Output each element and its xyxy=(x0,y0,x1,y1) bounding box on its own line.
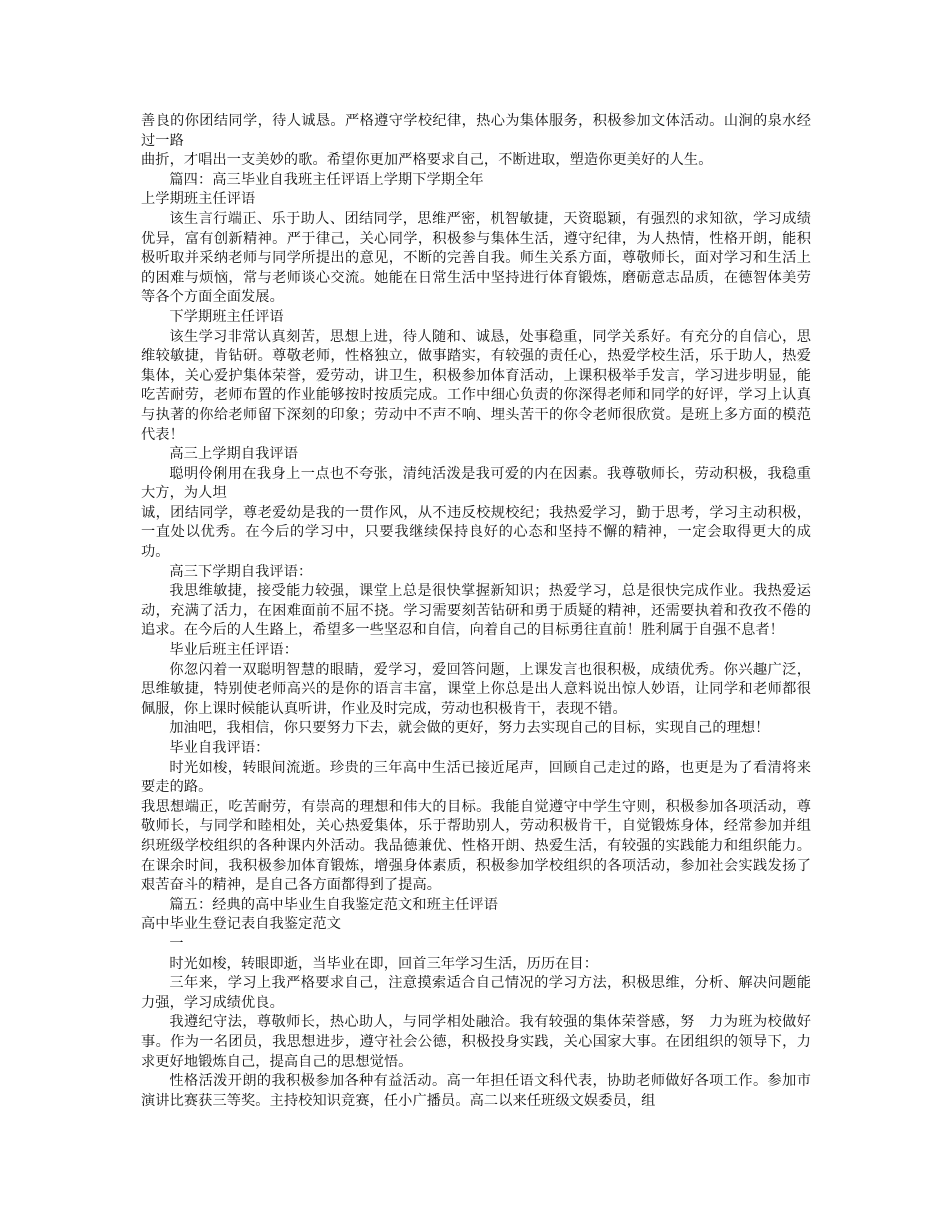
paragraph: 该生学习非常认真刻苦，思想上进，待人随和、诚恳，处事稳重，同学关系好。有充分的自信心，思维较敏捷，肯钻研。尊敬老师，性格独立，做事踏实，有较强的责任心，热爱学校生活，乐于助人，热爱集体，关心爱护集体荣誉，爱劳动，讲卫生，积极参加体育活动，上课积极举手发言，学习进步明显，能吃苦耐劳，老师布置的作业能够按时按质完成。工作中细心负责的你深得老师和同学的好评，学习上认真与执著的你给老师留下深刻的印象；劳动中不声不响、埋头苦干的你令老师很欣赏。是班上多方面的模范代表！ xyxy=(141,328,811,443)
paragraph: 该生言行端正、乐于助人、团结同学，思维严密，机智敏捷，天资聪颖，有强烈的求知欲，学习成绩优异，富有创新精神。严于律己，关心同学，积极参与集体生活，遵守纪律，为人热情，性格开朗，能积极听取并采纳老师与同学所提出的意见，不断的完善自我。师生关系方面，尊敬师长，面对学习和生活上的困难与烦恼，常与老师谈心交流。她能在日常生活中坚持进行体育锻炼，磨砺意志品质，在德智体美劳等各个方面全面发展。 xyxy=(141,210,811,306)
paragraph: 善良的你团结同学，待人诚恳。严格遵守学校纪律，热心为集体服务，积极参加文体活动。山涧的泉水经过一路 xyxy=(141,113,811,149)
subheading: 上学期班主任评语 xyxy=(141,191,256,208)
document-body xyxy=(141,112,811,1111)
paragraph: 我思想端正，吃苦耐劳，有崇高的理想和伟大的目标。我能自觉遵守中学生守则，积极参加各项活动，尊敬师长，与同学和睦相处，关心热爱集体，乐于帮助别人，劳动积极肯干，自觉锻炼身体，经常参加并组织班级学校组织的各种课内外活动。我品德兼优、性格开朗、热爱生活，有较强的实践能力和组织能力。在课余时间，我积极参加体育锻炼，增强身体素质，积极参加学校组织的各项活动，参加社会实践发扬了艰苦奋斗的精神，是自己各方面都得到了提高。 xyxy=(141,798,811,894)
subheading: 毕业后班主任评语： xyxy=(169,642,298,659)
paragraph: 曲折，才唱出一支美妙的歌。希望你更加严格要求自己，不断进取，塑造你更美好的人生。 xyxy=(141,152,713,169)
subheading: 下学期班主任评语 xyxy=(169,308,284,325)
subheading: 高中毕业生登记表自我鉴定范文 xyxy=(141,916,342,933)
paragraph: 你忽闪着一双聪明智慧的眼睛，爱学习，爱回答问题，上课发言也很积极，成绩优秀。你兴趣广泛，思维敏捷，特别使老师高兴的是你的语言丰富，课堂上你总是出人意料说出惊人妙语，让同学和老师都很佩服，你上课时候能认真听讲，作业及时完成，劳动也积极肯干，表现不错。 xyxy=(141,661,811,717)
paragraph: 性格活泼开朗的我积极参加各种有益活动。高一年担任语文科代表，协助老师做好各项工作。参加市演讲比赛获三等奖。主持校知识竞赛，任小广播员。高二以来任班级文娱委员，组 xyxy=(141,1073,811,1109)
paragraph: 聪明伶俐用在我身上一点也不夸张，清纯活泼是我可爱的内在因素。我尊敬师长，劳动积极，我稳重大方，为人坦 xyxy=(141,465,811,502)
paragraph: 加油吧，我相信，你只要努力下去，就会做的更好，努力去实现自己的目标，实现自己的理想！ xyxy=(169,720,770,737)
section-heading: 篇四：高三毕业自我班主任评语上学期下学期全年 xyxy=(169,171,484,188)
paragraph: 我遵纪守法，尊敬师长，热心助人，与同学相处融洽。我有较强的集体荣誉感，努 力为班为校做好事。作为一名团员，我思想进步，遵守社会公德，积极投身实践，关心国家大事。在团组织的领导下，力求更好地锻炼自己，提高自己的思想觉悟。 xyxy=(141,1014,811,1070)
subheading: 高三上学期自我评语 xyxy=(169,446,298,463)
paragraph: 三年来，学习上我严格要求自己，注意摸索适合自己情况的学习方法，积极思维，分析、解决问题能力强，学习成绩优良。 xyxy=(141,975,811,1011)
section-heading: 篇五：经典的高中毕业生自我鉴定范文和班主任评语 xyxy=(169,896,499,913)
paragraph: 时光如梭，转眼即逝，当毕业在即，回首三年学习生活，历历在目： xyxy=(169,955,599,972)
subheading: 毕业自我评语： xyxy=(169,740,270,756)
paragraph: 诚，团结同学，尊老爱幼是我的一贯作风，从不违反校规校纪；我热爱学习，勤于思考，学习主动积极，一直处以优秀。在今后的学习中，只要我继续保持良好的心态和坚持不懈的精神，一定会取得更大的成功。 xyxy=(141,504,811,561)
paragraph: 我思维敏捷，接受能力较强，课堂上总是很快掌握新知识；热爱学习，总是很快完成作业。我热爱运动，充满了活力，在困难面前不屈不挠。学习需要刻苦钻研和勇于质疑的精神，还需要执着和孜孜不倦的追求。在今后的人生路上，希望多一些坚忍和自信，向着自己的目标勇往直前！胜利属于自强不息者！ xyxy=(141,583,811,639)
subheading: 高三下学期自我评语： xyxy=(169,563,313,580)
paragraph: 一 xyxy=(169,935,184,952)
paragraph: 时光如梭，转眼间流逝。珍贵的三年高中生活已接近尾声，回顾自己走过的路，也更是为了看清将来要走的路。 xyxy=(141,759,811,796)
